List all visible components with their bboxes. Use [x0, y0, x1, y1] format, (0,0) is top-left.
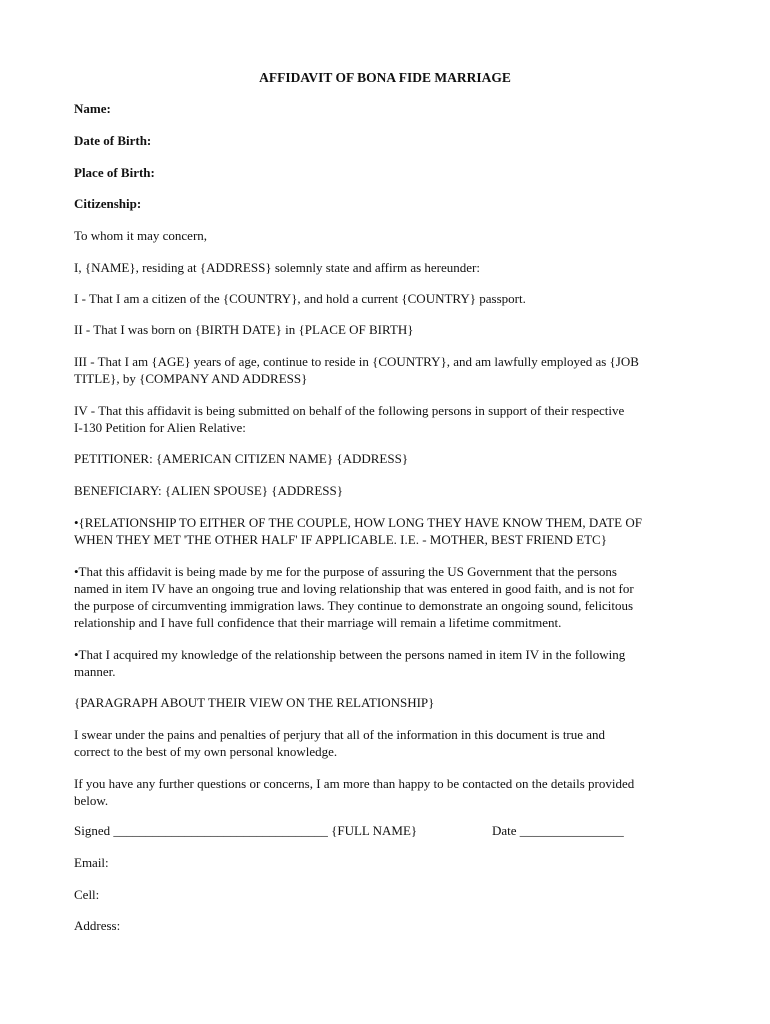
signature-line	[74, 822, 704, 839]
cell-label: Cell:	[74, 887, 100, 902]
field-pob-label: Place of Birth:	[74, 165, 155, 180]
field-citizenship-label: Citizenship:	[74, 196, 142, 211]
paragraph-placeholder: {PARAGRAPH ABOUT THEIR VIEW ON THE RELATIONSHIP}	[74, 695, 435, 710]
address-label: Address:	[74, 918, 121, 933]
item-ii: II - That I was born on {BIRTH DATE} in {PLACE OF BIRTH}	[74, 322, 414, 337]
bullet-purpose-line: relationship and I have full confidence that their marriage will remain a lifetime commitment.	[74, 615, 562, 630]
bullet-relationship-line: WHEN THEY MET 'THE OTHER HALF' IF APPLICABLE. I.E. - MOTHER, BEST FRIEND ETC}	[74, 532, 607, 547]
oath-line: I swear under the pains and penalties of perjury that all of the information in this document is true and	[74, 727, 606, 742]
oath-statement	[74, 726, 704, 760]
item-iv	[74, 402, 704, 436]
contact-note-line: If you have any further questions or concerns, I am more than happy to be contacted on the details provided	[74, 776, 635, 791]
bullet-knowledge-line: •That I acquired my knowledge of the relationship between the persons named in item IV in the following	[74, 647, 626, 662]
item-i: I - That I am a citizen of the {COUNTRY}, and hold a current {COUNTRY} passport.	[74, 291, 526, 306]
salutation: To whom it may concern,	[74, 228, 208, 243]
contact-note-line: below.	[74, 793, 109, 808]
bullet-purpose-line: •That this affidavit is being made by me for the purpose of assuring the US Government that the persons	[74, 564, 617, 579]
contact-note	[74, 775, 704, 809]
beneficiary-line: BENEFICIARY: {ALIEN SPOUSE} {ADDRESS}	[74, 483, 343, 498]
petitioner-line: PETITIONER: {AMERICAN CITIZEN NAME} {ADDRESS}	[74, 451, 409, 466]
item-iv-line: IV - That this affidavit is being submitted on behalf of the following persons in support of their respective	[74, 403, 625, 418]
bullet-relationship	[74, 514, 704, 548]
document-title: AFFIDAVIT OF BONA FIDE MARRIAGE	[259, 70, 511, 85]
field-dob-label: Date of Birth:	[74, 133, 152, 148]
date-field[interactable]: Date ________________	[492, 823, 624, 838]
item-iii-line: III - That I am {AGE} years of age, continue to reside in {COUNTRY}, and am lawfully employed as {JOB	[74, 354, 639, 369]
item-iv-line: I-130 Petition for Alien Relative:	[74, 420, 246, 435]
item-iii-line: TITLE}, by {COMPANY AND ADDRESS}	[74, 371, 308, 386]
field-name-label: Name:	[74, 101, 111, 116]
intro-statement: I, {NAME}, residing at {ADDRESS} solemnly state and affirm as hereunder:	[74, 260, 480, 275]
bullet-purpose-line: named in item IV have an ongoing true and loving relationship that was entered in good faith, and is not for	[74, 581, 634, 596]
bullet-purpose-line: the purpose of circumventing immigration laws. They continue to demonstrate an ongoing sound, felicitous	[74, 598, 634, 613]
email-label: Email:	[74, 855, 109, 870]
bullet-relationship-line: •{RELATIONSHIP TO EITHER OF THE COUPLE, HOW LONG THEY HAVE KNOW THEM, DATE OF	[74, 515, 642, 530]
bullet-knowledge	[74, 646, 704, 680]
signature-field[interactable]: Signed _________________________________ {FULL NAME}	[74, 823, 418, 838]
item-iii	[74, 353, 704, 387]
oath-line: correct to the best of my own personal knowledge.	[74, 744, 338, 759]
bullet-knowledge-line: manner.	[74, 664, 116, 679]
bullet-purpose	[74, 563, 704, 631]
